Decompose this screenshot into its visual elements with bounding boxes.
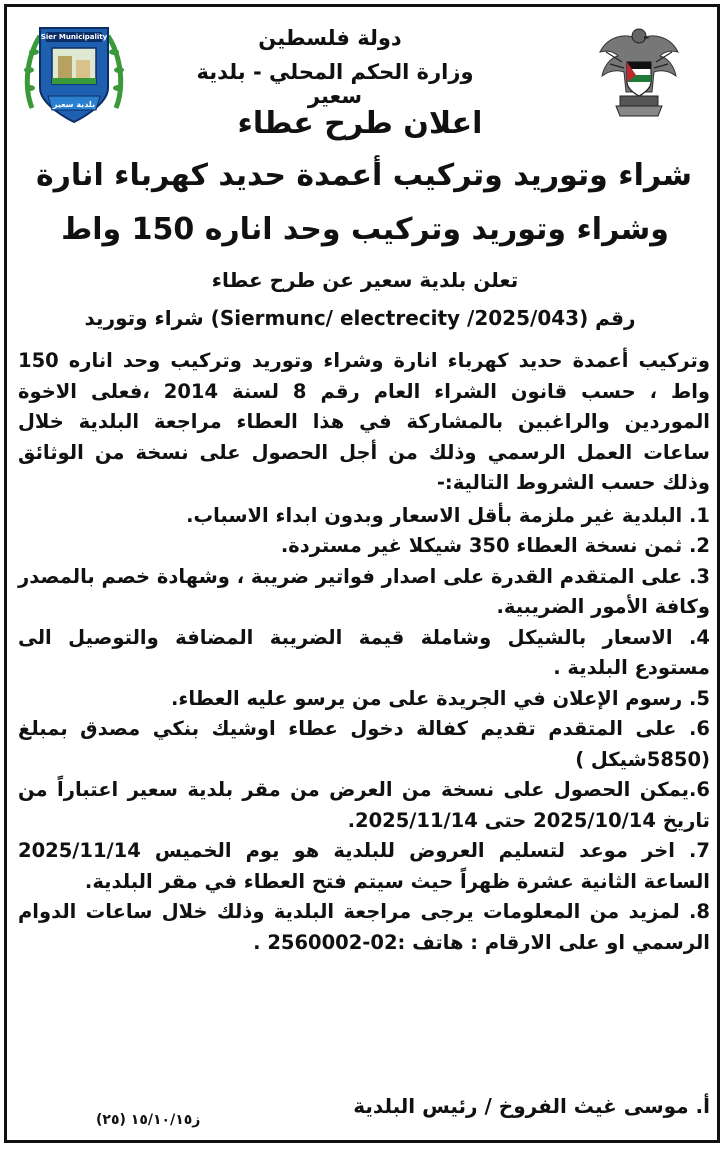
intro-paragraph: وتركيب أعمدة حديد كهرباء انارة وشراء وتوريد وتركيب وحد اناره 150 واط ، حسب قانون الشراء العام رقم 8 لسنة 2014 ،فعلى الاخوة الموردين والراغبين بالمشاركة في هذا العطاء مراجعة البلدية خلال ساعات العمل الرسمي وذلك من أجل الحصول على نسخة من الوثائق وذلك حسب الشروط التالية:- bbox=[18, 349, 710, 494]
publication-reference: ز١٥/١٠/١٥ (٢٥) bbox=[96, 1112, 201, 1128]
condition-item: 5. رسوم الإعلان في الجريدة على من يرسو عليه العطاء. bbox=[170, 686, 710, 710]
logo-banner: بلدية سعير bbox=[52, 100, 96, 109]
subject-line-2: وشراء وتوريد وتركيب وحد اناره 150 واط bbox=[61, 212, 669, 247]
condition-item: 4. الاسعار بالشيكل وشاملة قيمة الضريبة المضافة والتوصيل الى مستودع البلدية . bbox=[18, 625, 710, 679]
palestine-emblem-icon bbox=[596, 22, 682, 122]
condition-item: 6. على المتقدم تقديم كفالة دخول عطاء اوشيك بنكي مصدق بمبلغ (5850شيكل ) bbox=[18, 717, 710, 771]
condition-item: 3. على المتقدم القدرة على اصدار فواتير ضريبة ، وشهادة خصم بالمصدر وكافة الأمور الضريبية. bbox=[18, 564, 710, 618]
state-name: دولة فلسطين bbox=[258, 26, 402, 50]
subject-line-1: شراء وتوريد وتركيب أعمدة حديد كهرباء انارة bbox=[35, 158, 693, 193]
condition-item: 6.يمكن الحصول على نسخة من العرض من مقر بلدية سعير اعتباراً من تاريخ 2025/10/14 حتى 2025/11/14. bbox=[18, 778, 710, 832]
condition-item: 1. البلدية غير ملزمة بأقل الاسعار وبدون ابداء الاسباب. bbox=[186, 503, 710, 527]
signature: أ. موسى غيث الفروخ / رئيس البلدية bbox=[353, 1094, 710, 1118]
condition-item: 2. ثمن نسخة العطاء 350 شيكلا غير مستردة. bbox=[280, 534, 710, 557]
municipality-logo-icon bbox=[22, 18, 126, 130]
notice-title: اعلان طرح عطاء bbox=[237, 106, 483, 141]
condition-item: 8. لمزيد من المعلومات يرجى مراجعة البلدية وذلك خلال ساعات الدوام الرسمي او على الارقام : هاتف :02-2560002 . bbox=[18, 900, 710, 954]
condition-item: 7. اخر موعد لتسليم العروض للبلدية هو يوم الخميس 2025/11/14 الساعة الثانية عشرة ظهراً حيث سيتم فتح العطاء في مقر البلدية. bbox=[18, 839, 710, 893]
conditions-list bbox=[18, 501, 710, 959]
tender-reference: رقم (043/Siermunc/ electrecity /2025) شراء وتوريد bbox=[84, 306, 636, 330]
notice-body bbox=[18, 346, 710, 958]
ministry-line: وزارة الحكم المحلي - بلدية سعير bbox=[196, 60, 474, 108]
logo-caption: Sier Municipality bbox=[40, 33, 108, 41]
announcement: تعلن بلدية سعير عن طرح عطاء bbox=[211, 268, 519, 292]
